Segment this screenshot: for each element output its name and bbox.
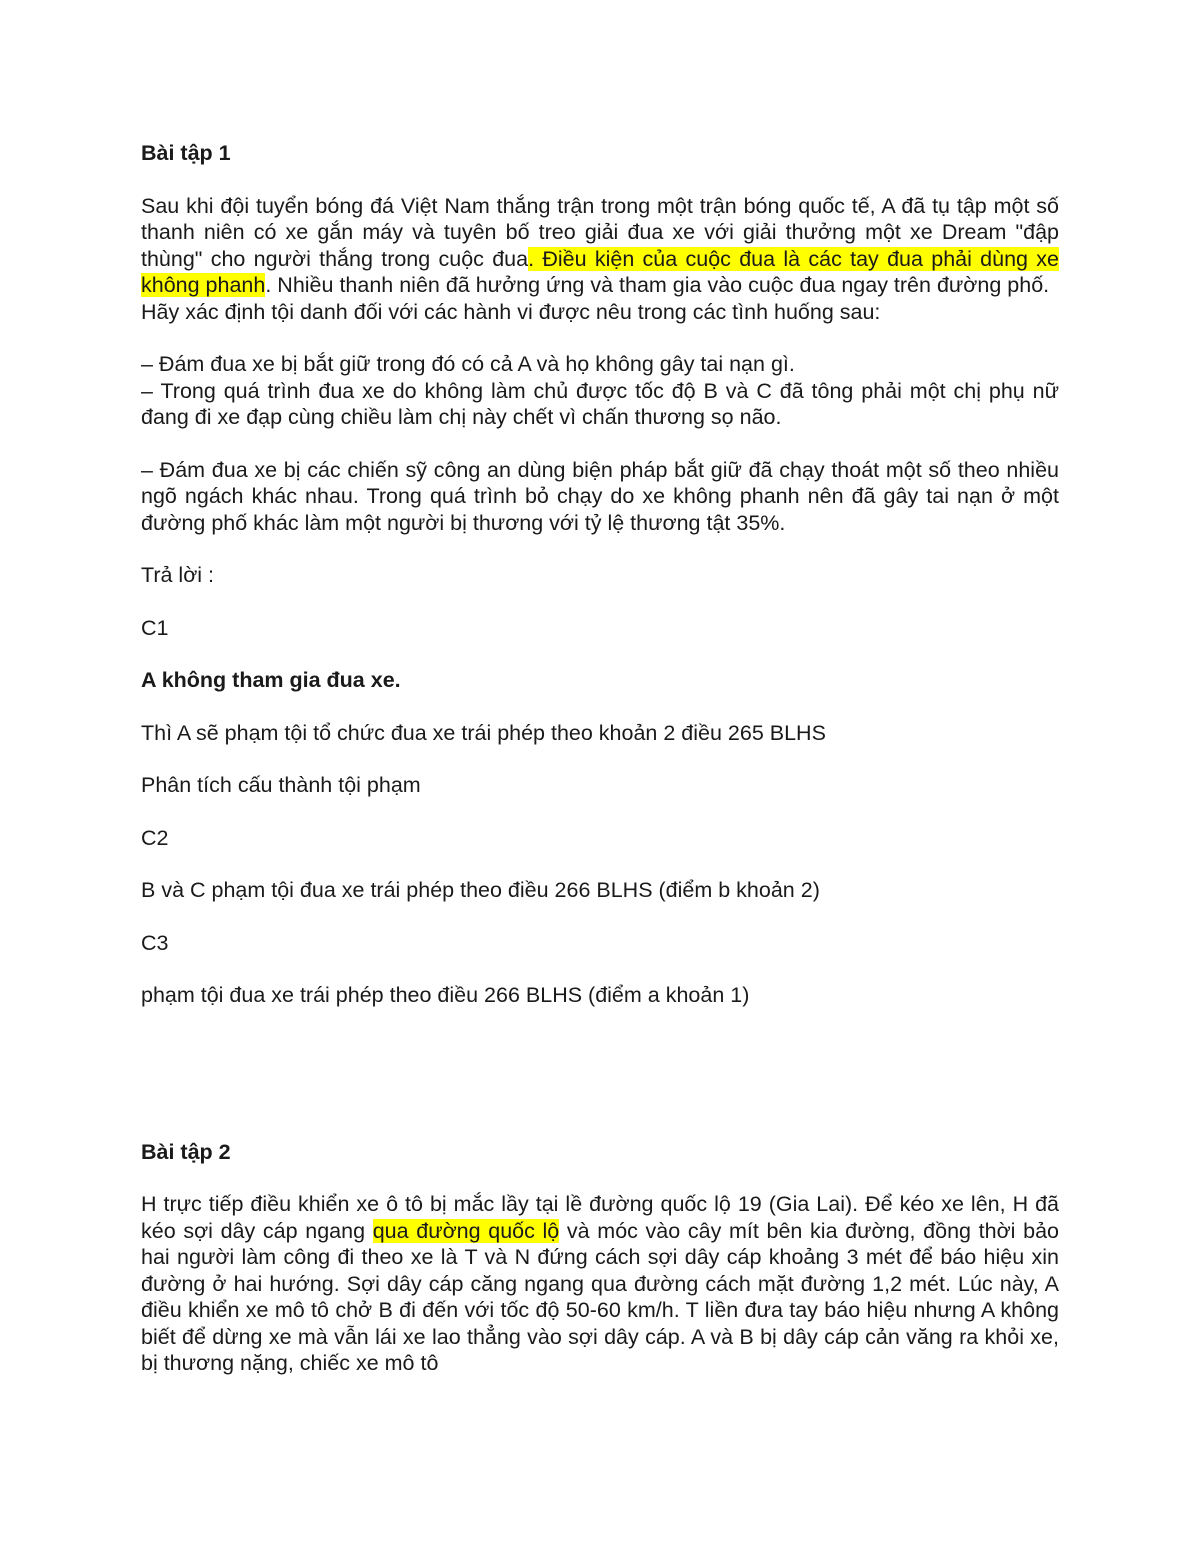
exercise-1-paragraph [141,193,1059,299]
exercise-1-title: Bài tập 1 [141,141,231,165]
case-1: – Đám đua xe bị bắt giữ trong đó có cả A và họ không gây tai nạn gì. [141,352,795,376]
exercise-2-paragraph [141,1191,1059,1377]
answer-label: Trả lời : [141,563,215,587]
exercise-2-highlighted-text: qua đường quốc lộ [372,1218,560,1243]
exercise-1-highlighted-text: . Điều kiện của cuộc đua là các tay đua phải dùng xe không phanh [141,246,1059,297]
answer-c1-bold: A không tham gia đua xe. [141,668,401,692]
spacer [141,1035,1059,1139]
exercise-1-question: Hãy xác định tội danh đối với các hành vi được nêu trong các tình huống sau: [141,299,881,324]
exercise-2-text-b: và móc vào cây mít bên kia đường, đồng thời bảo hai người làm công đi theo xe là T và N đứng cách sợi dây cáp khoảng 3 mét để báo hiệu xin đường ở hai hướng. Sợi dây cáp căng ngang qua đường cách mặt đường 1,2 mét. Lúc này, A điều khiển xe mô tô chở B đi đến với tốc độ 50-60 km/h. T liền đưa tay báo hiệu nhưng A không biết để dừng xe mà vẫn lái xe lao thẳng vào sợi dây cáp. A và B bị dây cáp cản văng ra khỏi xe, bị thương nặng, chiếc xe mô tô [141,1218,1059,1375]
answer-c1-text-2: Phân tích cấu thành tội phạm [141,773,421,797]
exercise-2-title: Bài tập 2 [141,1139,231,1164]
exercise-1-text-a: Sau khi đội tuyển bóng đá Việt Nam thắng trận trong một trận bóng quốc tế, A đã tụ tập một số thanh niên có xe gắn máy và tuyên bố treo giải đua xe với giải thưởng một xe Dream "đập thùng" cho người thắng trong cuộc đua [141,193,1059,271]
answer-c2-label: C2 [141,825,169,850]
answer-c3-label: C3 [141,930,169,955]
answer-c1-text-1: Thì A sẽ phạm tội tổ chức đua xe trái phép theo khoản 2 điều 265 BLHS [141,720,826,745]
answer-c2-text: B và C phạm tội đua xe trái phép theo điều 266 BLHS (điểm b khoản 2) [141,878,820,902]
document-page [141,140,1059,1377]
case-3: – Đám đua xe bị các chiến sỹ công an dùng biện pháp bắt giữ đã chạy thoát một số theo nhiều ngõ ngách khác nhau. Trong quá trình bỏ chạy do xe không phanh nên đã gây tai nạn ở một đường phố khác làm một người bị thương với tỷ lệ thương tật 35%. [141,457,1059,535]
exercise-1-text-b: . Nhiều thanh niên đã hưởng ứng và tham gia vào cuộc đua ngay trên đường phố. [265,273,1050,297]
answer-c3-text: phạm tội đua xe trái phép theo điều 266 BLHS (điểm a khoản 1) [141,983,750,1007]
answer-c1-label: C1 [141,615,169,640]
case-2: – Trong quá trình đua xe do không làm chủ được tốc độ B và C đã tông phải một chị phụ nữ đang đi xe đạp cùng chiều làm chị này chết vì chấn thương sọ não. [141,378,1059,429]
exercise-2-text-a: H trực tiếp điều khiển xe ô tô bị mắc lầy tại lề đường quốc lộ 19 (Gia Lai). Để kéo xe lên, H đã kéo sợi dây cáp ngang [141,1192,1059,1243]
